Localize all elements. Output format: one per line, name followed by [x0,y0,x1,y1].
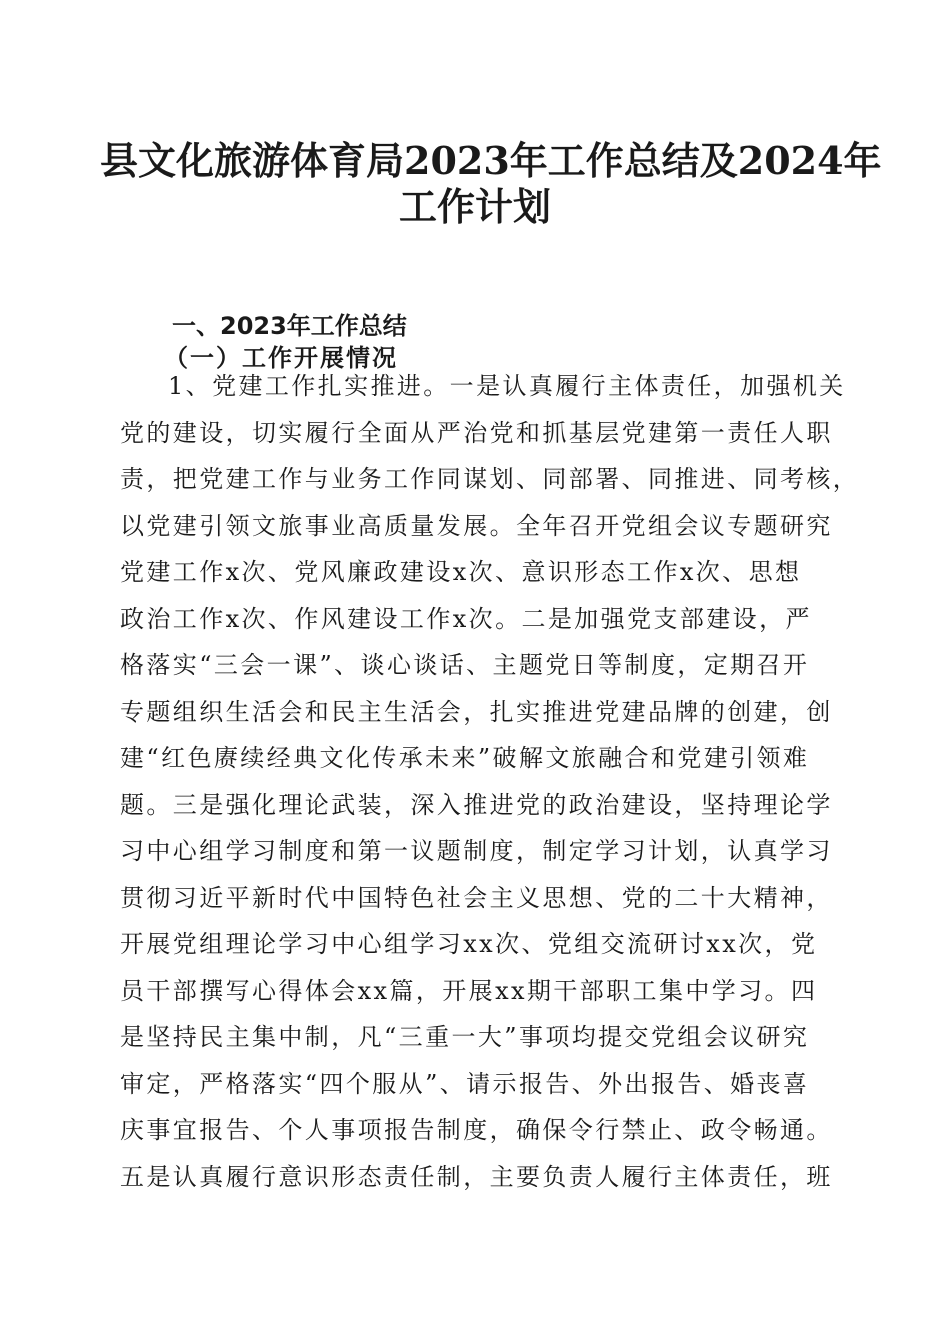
section-heading: 一、2023年工作总结 [172,312,407,340]
body-line: 题。三是强化理论武装，深入推进党的政治建设，坚持理论学 [120,790,833,819]
body-line: 以党建引领文旅事业高质量发展。全年召开党组会议专题研究 [120,511,833,540]
document-title-line-1: 县文化旅游体育局2023年工作总结及2024年 [100,138,882,183]
document-title-line-2: 工作计划 [398,184,551,229]
body-line: 政治工作x次、作风建设工作x次。二是加强党支部建设，严 [120,604,812,633]
body-line: 党建工作x次、党风廉政建设x次、意识形态工作x次、思想 [120,558,802,586]
body-line: 是坚持民主集中制，凡“三重一大”事项均提交党组会议研究 [120,1023,810,1051]
body-line: 开展党组理论学习中心组学习xx次、党组交流研讨xx次，党 [120,930,818,958]
body-line: 审定，严格落实“四个服从”、请示报告、外出报告、婚丧喜 [120,1069,810,1098]
body-line: 建“红色赓续经典文化传承未来”破解文旅融合和党建引领难 [120,744,810,772]
body-line: 格落实“三会一课”、谈心谈话、主题党日等制度，定期召开 [120,651,810,679]
body-line: 五是认真履行意识形态责任制，主要负责人履行主体责任，班 [120,1162,833,1191]
body-text [120,366,860,1203]
body-line: 1、党建工作扎实推进。一是认真履行主体责任，加强机关 [168,372,846,400]
body-line: 习中心组学习制度和第一议题制度，制定学习计划，认真学习 [120,837,833,865]
body-line: 贯彻习近平新时代中国特色社会主义思想、党的二十大精神， [120,883,833,912]
body-line: 责，把党建工作与业务工作同谋划、同部署、同推进、同考核， [120,465,860,493]
subsection-heading: （一）工作开展情况 [164,343,398,372]
body-line: 员干部撰写心得体会xx篇，开展xx期干部职工集中学习。四 [120,976,818,1005]
body-line: 庆事宜报告、个人事项报告制度，确保令行禁止、政令畅通。 [120,1116,833,1144]
body-line: 党的建设，切实履行全面从严治党和抓基层党建第一责任人职 [120,418,833,447]
body-line: 专题组织生活会和民主生活会，扎实推进党建品牌的创建，创 [120,697,833,726]
